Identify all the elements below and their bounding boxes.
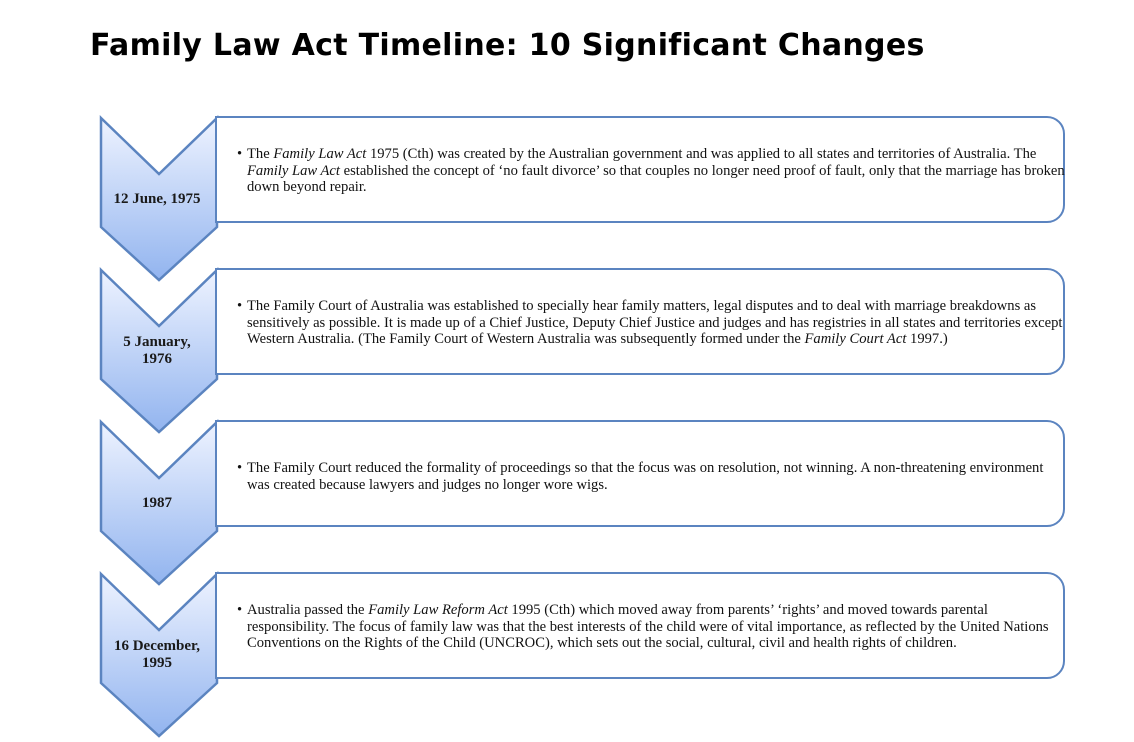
- timeline-entry: [0, 420, 1134, 590]
- text-segment: The Family Court reduced the formality of proceedings so that the focus was on resolution, not winning. A non-threatening environment was created because lawyers and judges no longer wore wigs.: [247, 460, 1044, 493]
- timeline-entry: [0, 116, 1134, 286]
- text-segment: 1997.): [906, 331, 948, 347]
- text-segment: The: [247, 146, 274, 162]
- text-segment: Australia passed the: [247, 602, 369, 618]
- text-segment: The Family Court of Australia was established to specially hear family matters, legal disputes and to deal with marriage breakdowns as sensitively as possible. It is made up of a Chief Justice, Deputy Chief Justice and judges and has registries in all states and territories except Western Australia. (The Family Court of Western Australia was subsequently formed under the: [247, 298, 1063, 347]
- event-date: 16 December, 1995: [113, 638, 201, 671]
- bullet-icon: •: [237, 146, 243, 162]
- text-segment: established the concept of ‘no fault divorce’ so that couples no longer need proof of fault, only that the marriage has broken down beyond repair.: [247, 162, 1065, 195]
- bullet-icon: •: [237, 460, 243, 476]
- page-title: Family Law Act Timeline: 10 Significant Changes: [90, 28, 925, 63]
- timeline-entry: [0, 572, 1134, 742]
- act-title: Family Law Act: [247, 162, 340, 179]
- event-description: [237, 298, 1065, 348]
- event-date: 12 June, 1975: [113, 191, 201, 207]
- text-segment: 1975 (Cth) was created by the Australian government and was applied to all states and territories of Australia. The: [366, 146, 1037, 162]
- event-description-box: [215, 116, 1065, 223]
- timeline-entry: [0, 268, 1134, 438]
- event-date: 1987: [142, 495, 172, 511]
- event-description: [237, 460, 1065, 493]
- bullet-icon: •: [237, 602, 243, 618]
- event-description: [237, 602, 1065, 652]
- event-date: 5 January, 1976: [123, 334, 191, 367]
- event-description: [237, 146, 1065, 196]
- text-segment: 1995 (Cth) which moved away from parents’ ‘rights’ and moved towards parental responsibility. The focus of family law was that the best interests of the child were of vital importance, as reflected by the United Nations Conventions on the Rights of the Child (UNCROC), which sets out the social, cultural, civil and health rights of children.: [247, 602, 1049, 651]
- event-description-box: [215, 420, 1065, 527]
- event-description-box: [215, 572, 1065, 679]
- act-title: Family Law Reform Act: [368, 602, 508, 618]
- act-title: Family Law Act: [273, 146, 367, 162]
- event-description-box: [215, 268, 1065, 375]
- act-title: Family Court Act: [804, 331, 907, 347]
- bullet-icon: •: [237, 298, 243, 314]
